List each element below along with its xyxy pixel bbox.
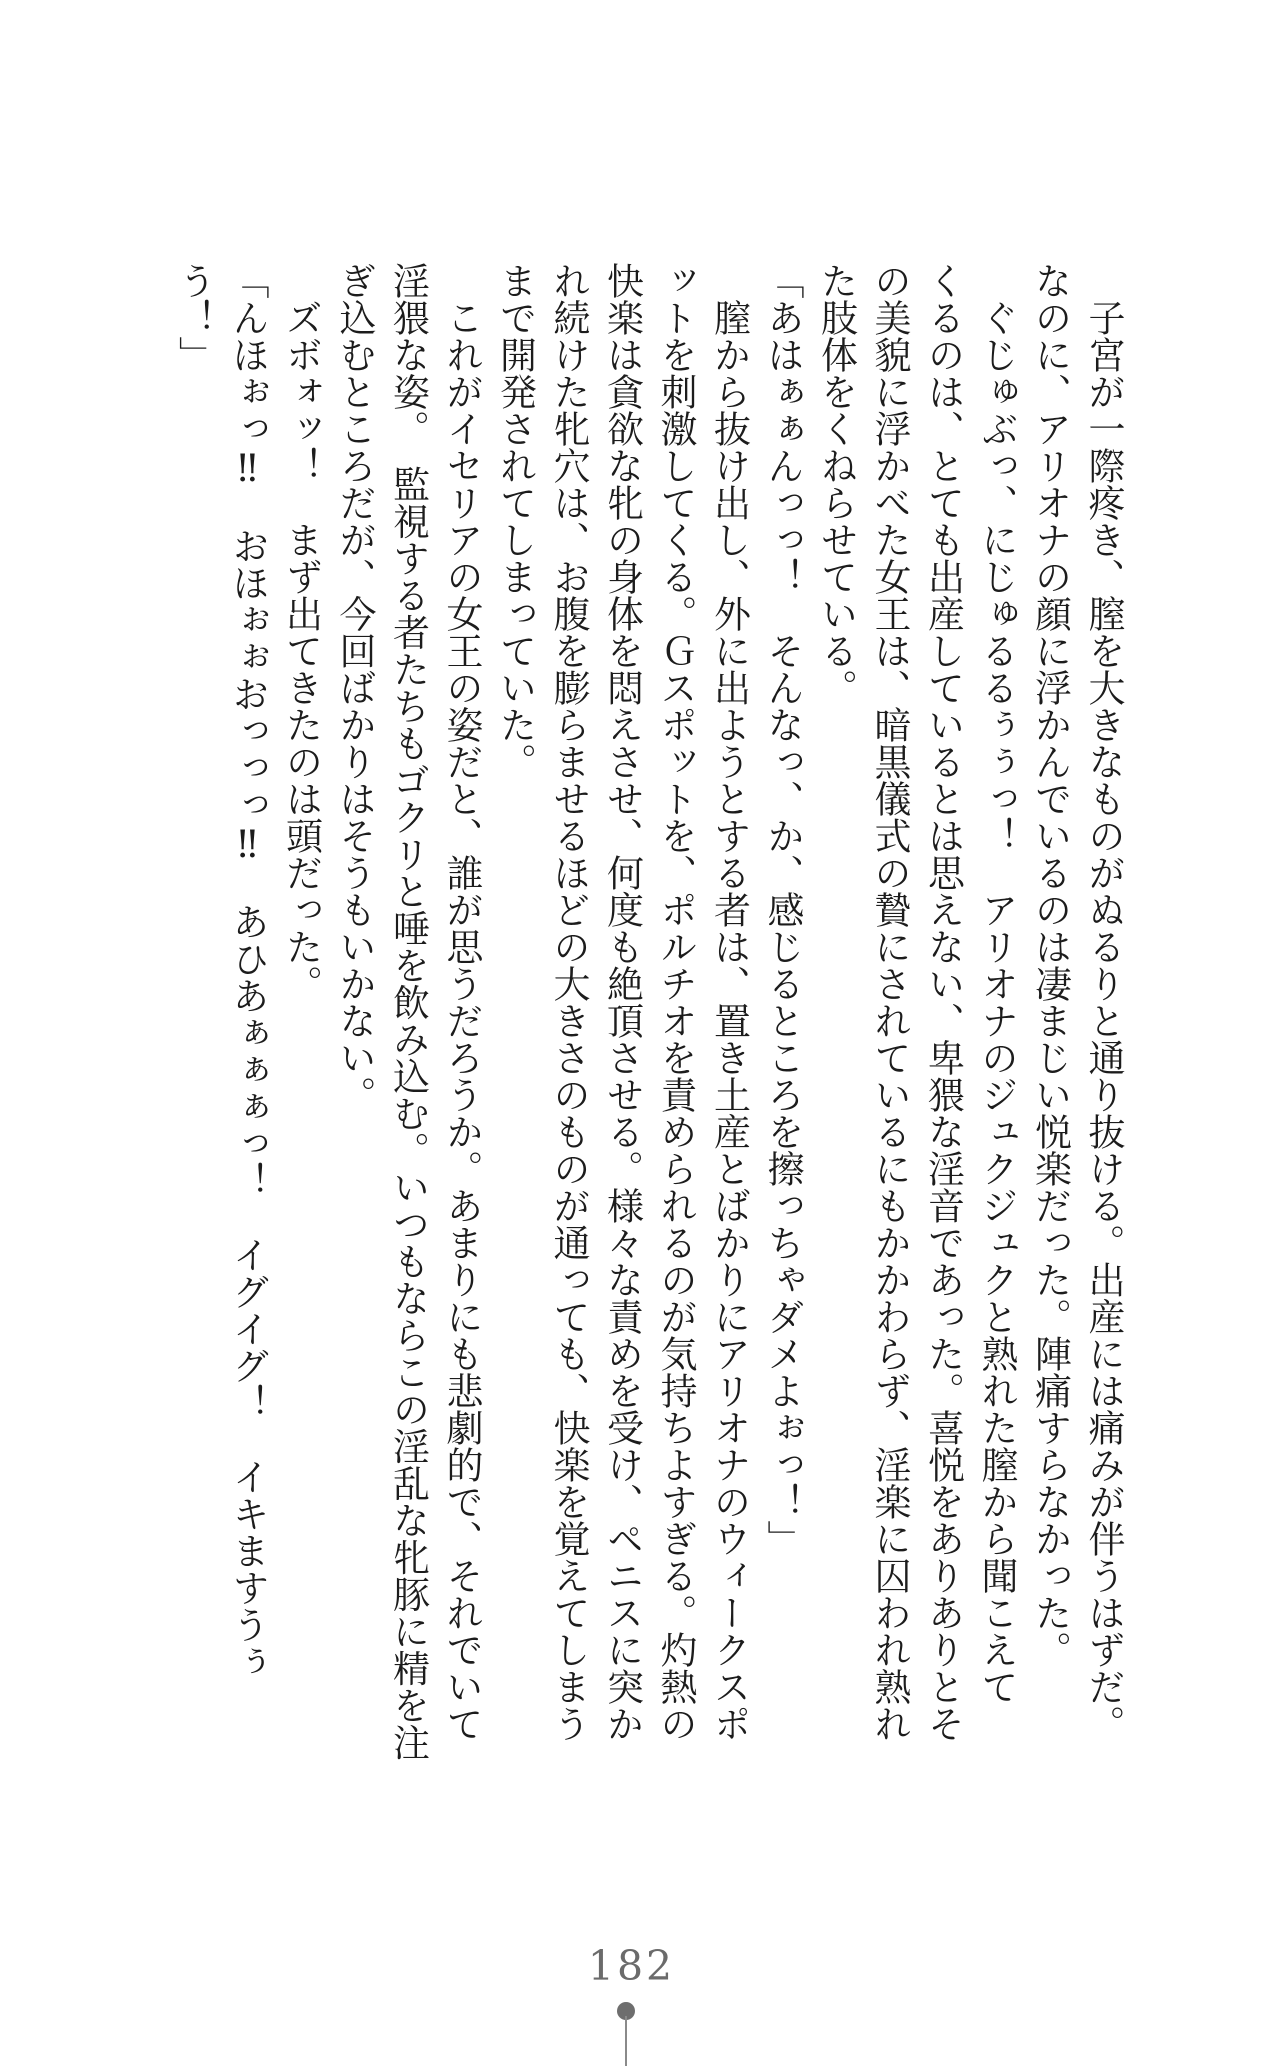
text-column: まで開発されてしまっていた。 (493, 262, 537, 780)
text-column: の美貌に浮かべた女王は、暗黒儀式の贄にされているにもかかわらず、淫楽に囚われ熟れ (868, 262, 911, 1742)
text-column: 膣から抜け出し、外に出ようとする者は、置き土産とばかりにアリオナのウィークスポ (707, 262, 751, 1742)
text-column: ズボォッ！ まず出てきたのは頭だった。 (279, 262, 323, 1002)
text-column: くるのは、とても出産しているとは思えない、卑猥な淫音であった。喜悦をありありとそ (921, 262, 965, 1742)
page-number: 182 (587, 1942, 676, 1990)
page-footer (0, 1942, 1263, 1990)
text-column: ぎ込むところだが、今回ばかりはそうもいかない。 (333, 262, 376, 1113)
text-column: これがイセリアの女王の姿だと、誰が思うだろうか。あまりにも悲劇的で、それでいて (440, 262, 483, 1742)
vertical-text-area (167, 262, 1130, 1822)
text-column: た肢体をくねらせている。 (814, 262, 858, 706)
text-column: 「んほぉっ‼ おほぉぉおっっっ‼ あひあぁぁぁっ！ イグイグ！ イキますうぅ (226, 262, 269, 1680)
text-column: れ続けた牝穴は、お腹を膨らませるほどの大きさのものが通っても、快楽を覚えてしまう (547, 262, 590, 1742)
text-column: 子宮が一際疼き、膣を大きなものがぬるりと通り抜ける。出産には痛みが伴うはずだ。 (1082, 262, 1125, 1742)
text-column: ぐじゅぶっ、にじゅるるぅぅっ！ アリオナのジュクジュクと熟れた膣から聞こえて (975, 262, 1018, 1705)
text-column: 快楽は貪欲な牝の身体を悶えさせ、何度も絶頂させる。様々な責めを受け、ペニスに突か (600, 262, 644, 1742)
text-column: なのに、アリオナの顔に浮かんでいるのは凄まじい悦楽だった。陣痛すらなかった。 (1028, 262, 1072, 1668)
footer-line (625, 2016, 627, 2066)
text-column: 淫猥な姿。 監視する者たちもゴクリと唾を飲み込む。いつもならこの淫乱な牝豚に精を注 (386, 262, 430, 1761)
text-column: ットを刺激してくる。Ｇスポットを、ポルチオを責められるのが気持ちよすぎる。灼熱の (654, 262, 697, 1742)
text-column: う！」 (172, 262, 216, 373)
text-column: 「あはぁぁんっっ！ そんなっ、か、感じるところを擦っちゃダメよぉっ！」 (761, 262, 804, 1557)
